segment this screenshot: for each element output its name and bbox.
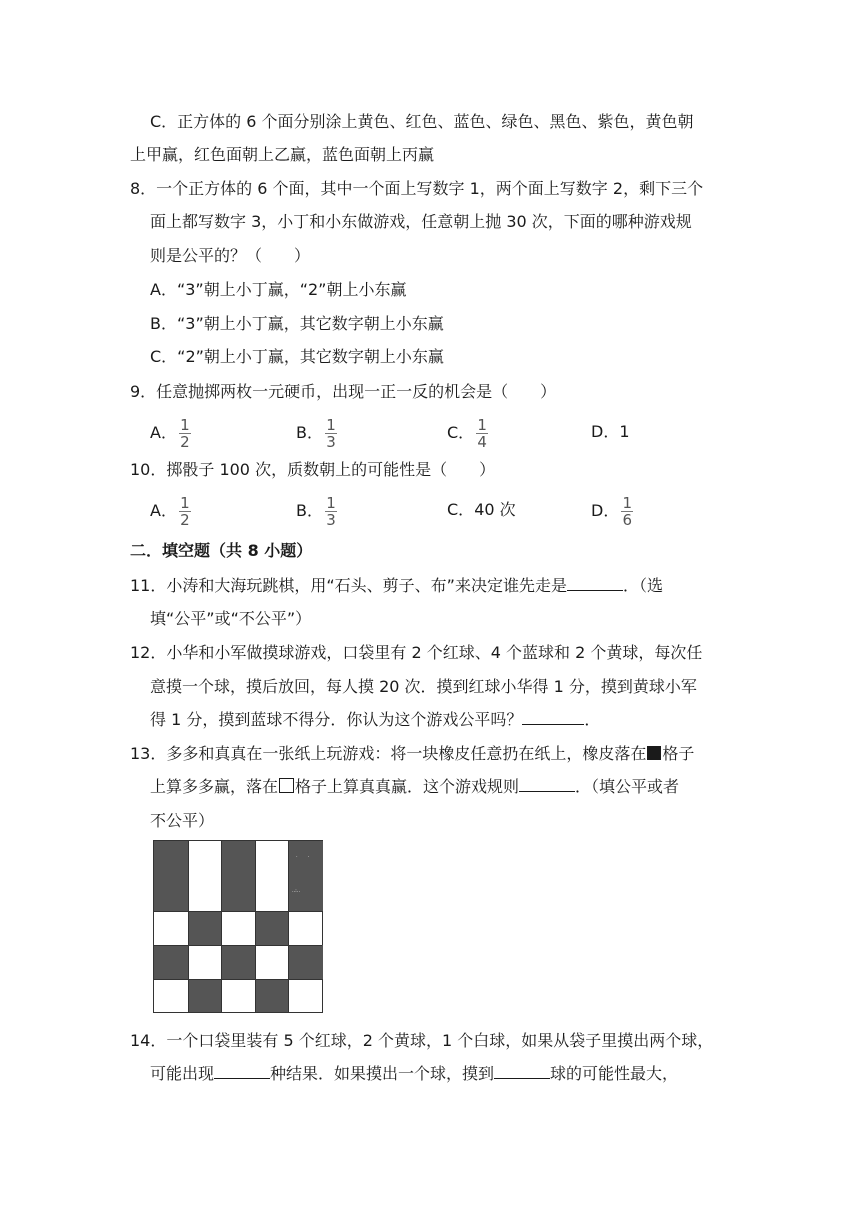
board-cell <box>188 911 221 945</box>
q9-option-b-letter: B． <box>296 423 323 442</box>
q13b-text-pre: 上算多多赢，落在 <box>150 777 279 796</box>
question-13-line-3: 不公平） <box>150 811 215 830</box>
board-cell <box>188 979 221 1012</box>
q13b-text-post: ．（填公平或者 <box>575 777 680 796</box>
line-q7-option-c-2: 上甲赢，红色面朝上乙赢，蓝色面朝上丙赢 <box>130 145 435 164</box>
q9-option-d-letter: D． <box>591 422 620 441</box>
q13-text-post: 格子 <box>662 744 695 763</box>
q10-option-a-denominator: 2 <box>180 511 190 529</box>
q10-option-c <box>447 498 516 522</box>
q10-option-b <box>296 496 337 527</box>
question-10: 10．掷骰子 100 次，质数朝上的可能性是（ ） <box>130 460 496 479</box>
question-13-line-1 <box>130 742 694 766</box>
q9-option-a-fraction <box>179 418 191 449</box>
q10-option-d-denominator: 6 <box>622 511 633 529</box>
question-8-line-3: 则是公平的？（ ） <box>150 246 311 265</box>
q10-option-a <box>150 496 191 527</box>
board-cell <box>221 841 255 911</box>
board-cell <box>154 841 188 911</box>
q10-option-c-value: 40 次 <box>474 500 516 519</box>
question-8-option-b: B．“3”朝上小丁赢，其它数字朝上小东赢 <box>150 314 444 333</box>
question-11-line-1 <box>130 574 663 598</box>
q11-text-pre: 11．小涛和大海玩跳棋，用“石头、剪子、布”来决定谁先走是 <box>130 576 567 595</box>
q14-answer-blank-2[interactable] <box>494 1062 550 1079</box>
q10-option-b-numerator: 1 <box>326 494 336 512</box>
q14-answer-blank-1[interactable] <box>214 1062 270 1079</box>
question-11-line-2: 填“公平”或“不公平”） <box>150 609 312 628</box>
q10-option-b-letter: B． <box>296 501 323 520</box>
question-12-line-2: 意摸一个球，摸后放回，每人摸 20 次．摸到红球小华得 1 分，摸到黄球小军 <box>150 677 697 696</box>
q9-option-a-letter: A． <box>150 423 177 442</box>
board-cell <box>288 841 323 911</box>
q9-option-c-letter: C． <box>447 423 475 442</box>
q10-option-a-letter: A． <box>150 501 177 520</box>
board-mark-top: · · <box>296 854 310 860</box>
question-9: 9．任意抛掷两枚一元硬币，出现一正一反的机会是（ ） <box>130 382 557 401</box>
q9-option-a <box>150 418 191 449</box>
question-12-line-3 <box>150 708 600 732</box>
q14-text-pre: 可能出现 <box>150 1064 215 1083</box>
q12-answer-blank[interactable] <box>522 708 584 725</box>
board-cell <box>255 911 288 945</box>
q10-option-a-numerator: 1 <box>180 494 190 512</box>
question-8-option-a: A．“3”朝上小丁赢，“2”朝上小东赢 <box>150 280 407 299</box>
q10-option-b-fraction <box>325 496 337 527</box>
line-q7-option-c-1: C．正方体的 6 个面分别涂上黄色、红色、蓝色、绿色、黑色、紫色，黄色朝 <box>150 112 694 131</box>
q10-option-d <box>591 496 633 527</box>
board-cell <box>255 979 288 1012</box>
board-cell <box>221 945 255 979</box>
q13-text-pre: 13．多多和真真在一张纸上玩游戏：将一块橡皮任意扔在纸上，橡皮落在 <box>130 744 647 763</box>
q9-option-d <box>591 420 630 444</box>
q10-option-a-fraction <box>179 496 191 527</box>
section-heading-fill-in: 二．填空题（共 8 小题） <box>130 541 313 560</box>
question-14-line-1: 14．一个口袋里装有 5 个红球，2 个黄球，1 个白球，如果从袋子里摸出两个球， <box>130 1031 714 1050</box>
q9-option-b <box>296 418 337 449</box>
q9-option-c-numerator: 1 <box>477 416 487 434</box>
q10-option-d-letter: D． <box>591 501 620 520</box>
q9-option-c <box>447 418 488 449</box>
white-square-icon <box>279 778 294 793</box>
q9-option-b-numerator: 1 <box>326 416 336 434</box>
q9-option-b-denominator: 3 <box>326 433 336 451</box>
board-cell <box>288 945 323 979</box>
q10-option-d-numerator: 1 <box>622 494 633 512</box>
q12-text-post: ． <box>584 710 601 729</box>
q9-option-a-denominator: 2 <box>180 433 190 451</box>
question-14-line-2 <box>150 1062 678 1086</box>
q9-option-c-fraction <box>476 418 488 449</box>
q9-option-d-value: 1 <box>619 422 630 441</box>
q9-option-c-denominator: 4 <box>477 433 487 451</box>
board-mark-bottom: ..:.. <box>292 888 301 894</box>
q13-answer-blank[interactable] <box>519 775 575 792</box>
q9-option-a-numerator: 1 <box>180 416 190 434</box>
q13b-text-mid: 格子上算真真赢．这个游戏规则 <box>295 777 520 796</box>
black-square-icon <box>647 746 661 760</box>
question-8-option-c: C．“2”朝上小丁赢，其它数字朝上小东赢 <box>150 347 444 366</box>
q10-option-b-denominator: 3 <box>326 511 336 529</box>
board-cell <box>154 945 188 979</box>
question-8-line-2: 面上都写数字 3，小丁和小东做游戏，任意朝上抛 30 次，下面的哪种游戏规 <box>150 212 692 231</box>
q14-text-mid: 种结果．如果摸出一个球，摸到 <box>270 1064 495 1083</box>
q10-option-d-fraction <box>621 496 633 527</box>
q10-option-c-letter: C． <box>447 500 475 519</box>
question-8-line-1: 8．一个正方体的 6 个面，其中一个面上写数字 1，两个面上写数字 2，剩下三个 <box>130 179 704 198</box>
q14-text-post: 球的可能性最大， <box>550 1064 679 1083</box>
checkerboard-figure <box>153 840 323 1013</box>
q11-answer-blank[interactable] <box>567 574 623 591</box>
question-12-line-1: 12．小华和小军做摸球游戏，口袋里有 2 个红球、4 个蓝球和 2 个黄球，每次任 <box>130 643 703 662</box>
q11-text-post: ．（选 <box>622 576 663 595</box>
q12-text-pre: 得 1 分，摸到蓝球不得分．你认为这个游戏公平吗？ <box>150 710 523 729</box>
q9-option-b-fraction <box>325 418 337 449</box>
question-13-line-2 <box>150 775 679 799</box>
